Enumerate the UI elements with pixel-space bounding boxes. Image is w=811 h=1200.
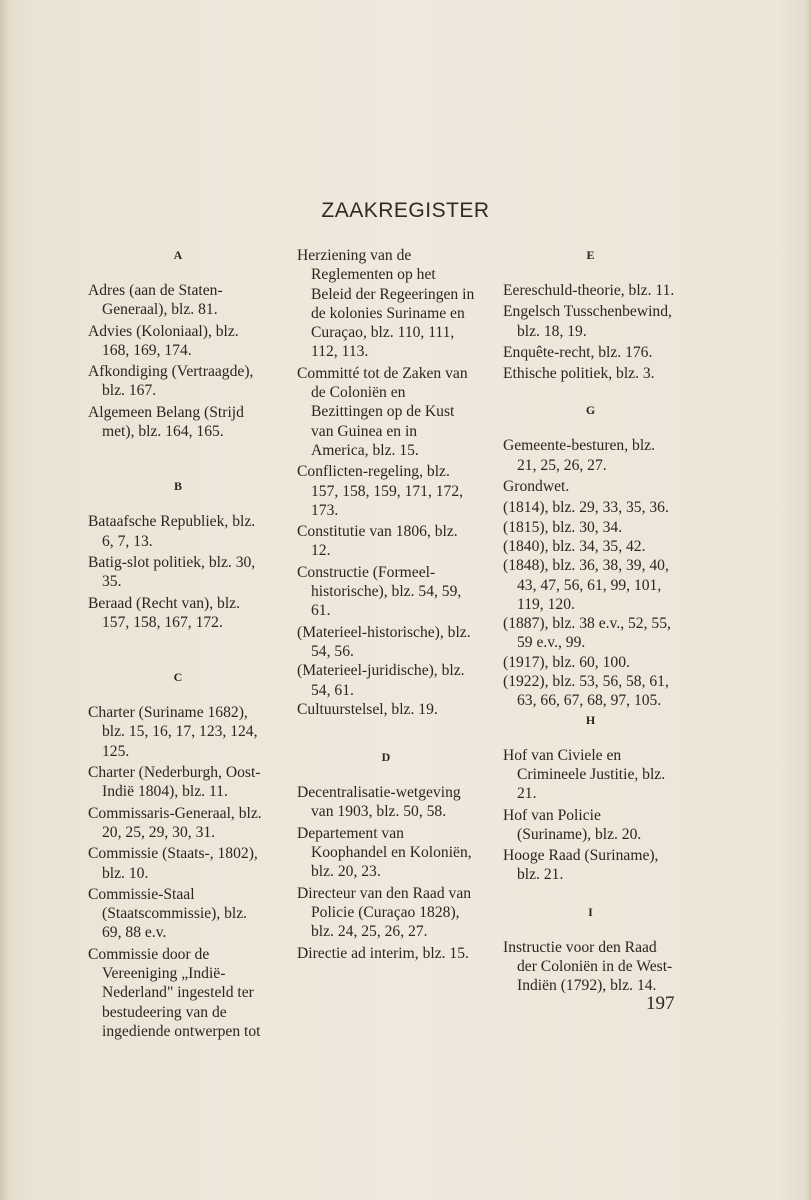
section-letter-d: D [381,750,391,765]
section-letter-c: C [173,670,183,685]
index-entry: Decentralisatie-wetgeving van 1903, blz. 50, 58. [297,784,461,821]
section-letter-b: B [173,479,182,494]
page-number: 197 [646,993,675,1014]
index-subentry: (1917), blz. 60, 100. [503,653,630,671]
index-entry: Hof van Policie (Suriname), blz. 20. [503,806,642,843]
index-subentry: (Materieel-historische), blz. 54, 56. [297,623,471,660]
index-entry: Engelsch Tusschenbewind, blz. 18, 19. [503,303,672,340]
index-entry: Herziening van de Reglementen op het Beleid der Regeeringen in de kolonies Suriname en Curaçao, blz. 110, 111, 112, 113. [297,247,475,361]
index-entry: Afkondiging (Vertraagde), blz. 167. [88,363,254,400]
index-entry: Eereschuld-theorie, blz. 11. [503,282,675,299]
section-letter-i: I [588,904,593,919]
index-entry: Commissie (Staats-, 1802), blz. 10. [88,845,258,882]
index-entry: Instructie voor den Raad der Coloniën in de West-Indiën (1792), blz. 14. [503,938,673,995]
index-entry: Departement van Koophandel en Koloniën, blz. 20, 23. [297,824,472,881]
index-subentry: (1887), blz. 38 e.v., 52, 55, 59 e.v., 99. [503,615,671,652]
index-entry: Advies (Koloniaal), blz. 168, 169, 174. [88,322,239,359]
index-entry: Directie ad interim, blz. 15. [297,944,469,962]
index-entry: Constructie (Formeel-historische), blz. 54, 59, 61. [297,563,462,620]
index-entry: Ethische politiek, blz. 3. [503,365,655,383]
index-entry: Charter (Nederburgh, Oost-Indië 1804), blz. 11. [88,764,261,801]
section-letter-a: A [173,248,183,262]
index-column-3 [503,246,678,998]
index-entry: Charter (Suriname 1682), blz. 15, 16, 17, 123, 124, 125. [88,704,258,760]
index-entry: Cultuurstelsel, blz. 19. [297,700,438,718]
index-subentry: (1814), blz. 29, 33, 35, 36. [503,499,669,517]
index-column-1 [88,246,268,1043]
index-subentry: (1840), blz. 34, 35, 42. [503,537,646,555]
index-column-2 [297,246,475,965]
page-right-edge [805,0,811,1200]
index-entry: Commissie door de Vereeniging „Indië-Nederland" ingesteld ter bestudeering van de ingediende ontwerpen tot [88,945,261,1040]
index-entry: Commissie-Staal (Staatscommissie), blz. 69, 88 e.v. [88,885,248,942]
index-entry: Gemeente-besturen, blz. 21, 25, 26, 27. [503,437,655,474]
index-entry: Enquête-recht, blz. 176. [503,343,653,361]
index-entry: Bataafsche Republiek, blz. 6, 7, 13. [88,513,256,550]
page-left-edge [0,0,10,1200]
index-entry: Hooge Raad (Suriname), blz. 21. [503,847,659,884]
index-entry: Constitutie van 1806, blz. 12. [297,523,458,560]
index-subentry: (1848), blz. 36, 38, 39, 40, 43, 47, 56, 61, 99, 101, 119, 120. [503,557,669,613]
index-entry: Beraad (Recht van), blz. 157, 158, 167, 172. [88,594,240,631]
index-subentry: (Materieel-juridische), blz. 54, 61. [297,662,465,699]
page-title: ZAAKREGISTER [321,199,490,222]
index-entry: Algemeen Belang (Strijd met), blz. 164, 165. [88,403,244,441]
index-entry: Hof van Civiele en Crimineele Justitie, blz. 21. [503,746,666,803]
index-entry: Directeur van den Raad van Policie (Curaçao 1828), blz. 24, 25, 26, 27. [297,884,472,941]
index-subentry: (1922), blz. 53, 56, 58, 61, 63, 66, 67, 68, 97, 105. [503,673,669,710]
index-entry: Batig-slot politiek, blz. 30, 35. [88,553,256,591]
index-entry: Grondwet. [503,478,570,496]
index-entry: Committé tot de Zaken van de Coloniën en Bezittingen op de Kust van Guinea en in America, blz. 15. [297,364,468,459]
index-entry: Commissaris-Generaal, blz. 20, 25, 29, 30, 31. [88,804,262,841]
section-letter-e: E [586,248,595,262]
index-subentry: (1815), blz. 30, 34. [503,518,623,536]
index-entry: Conflicten-regeling, blz. 157, 158, 159, 171, 172, 173. [297,463,464,519]
section-letter-h: H [585,712,596,727]
index-entry: Adres (aan de Staten-Generaal), blz. 81. [88,282,223,319]
section-letter-g: G [585,403,596,418]
